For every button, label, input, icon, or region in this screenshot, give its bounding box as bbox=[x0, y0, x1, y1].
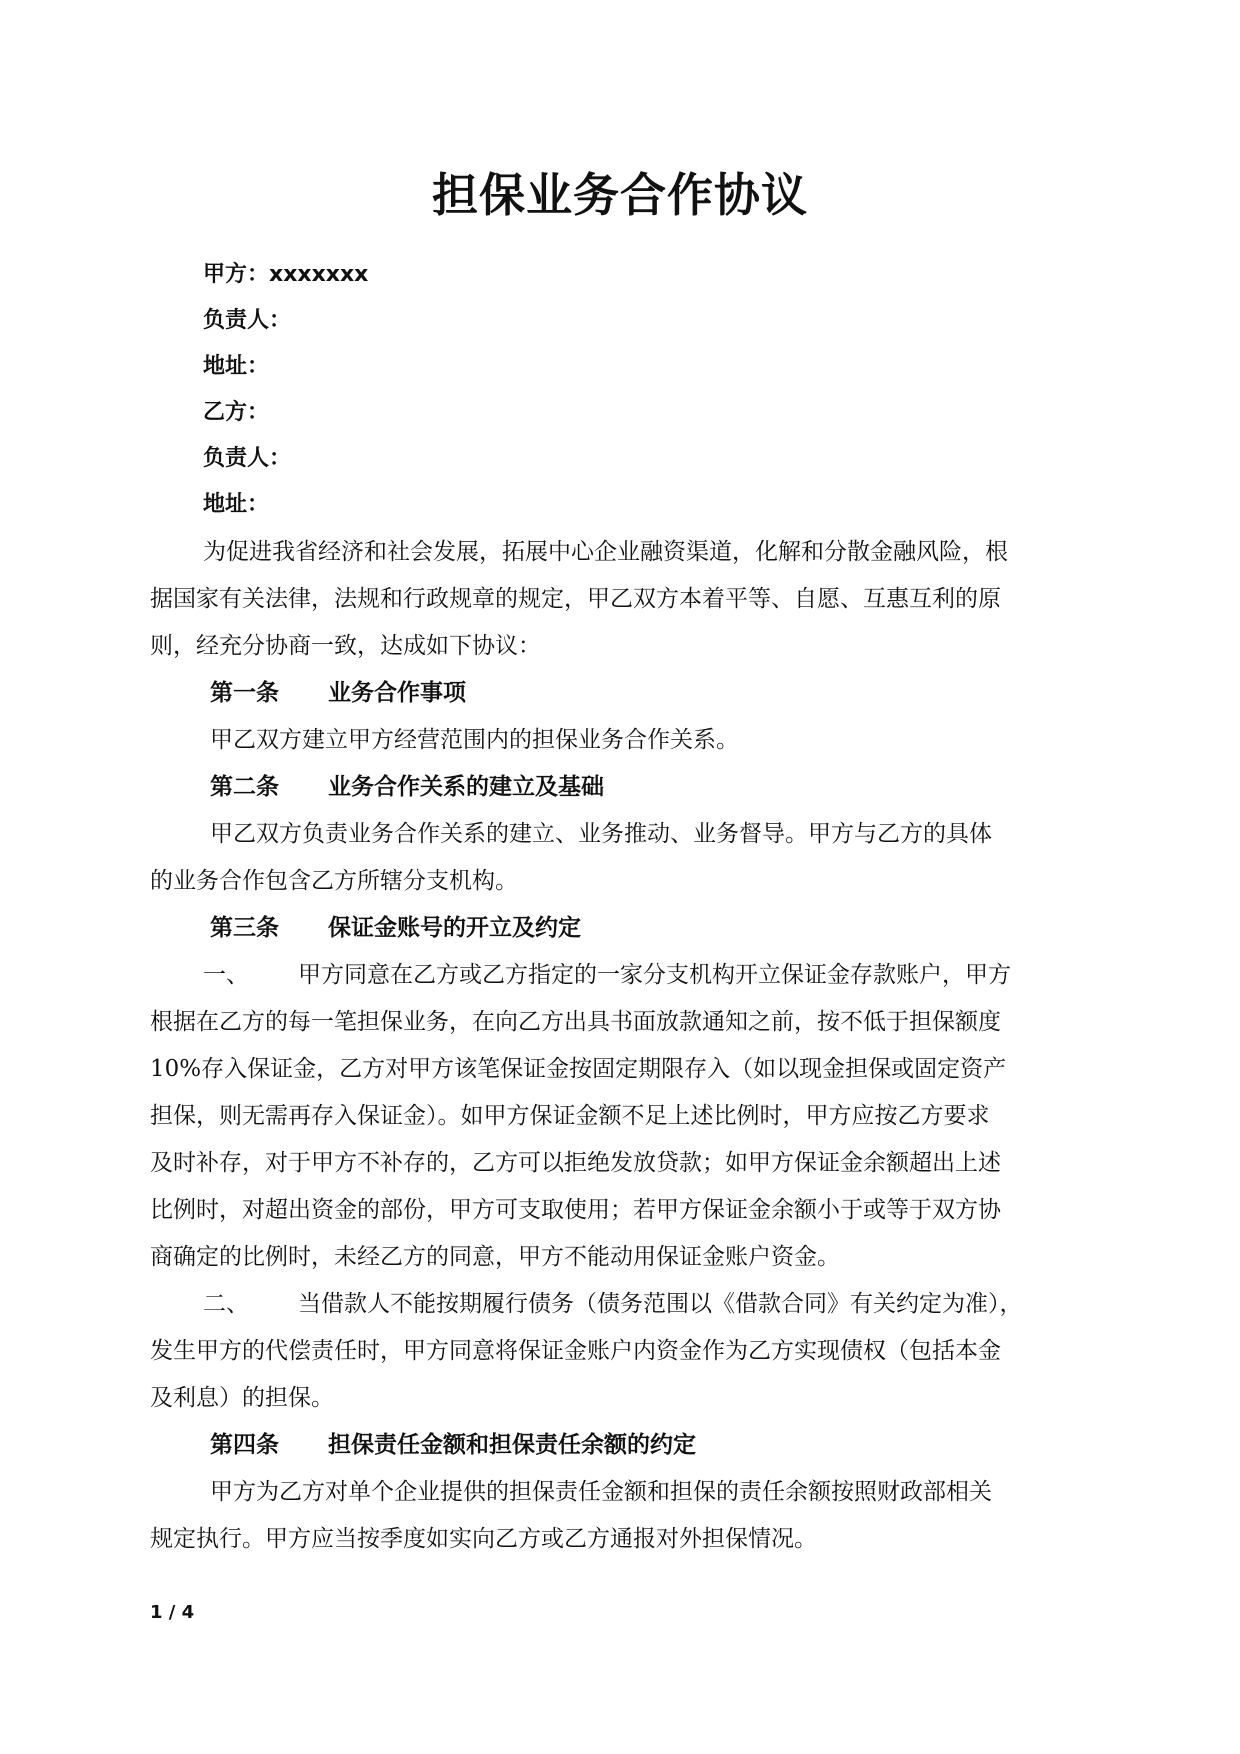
article-3-item-2-number: 二、 bbox=[203, 1291, 249, 1317]
article-3-item-2-line: 发生甲方的代偿责任时，甲方同意将保证金账户内资金作为乙方实现债权（包括本金 bbox=[150, 1338, 1001, 1364]
article-2-heading bbox=[150, 764, 1090, 811]
article-3-title: 保证金账号的开立及约定 bbox=[328, 915, 581, 941]
document-body bbox=[150, 529, 1090, 1563]
article-1-number: 第一条 bbox=[210, 680, 279, 706]
article-3-number: 第三条 bbox=[210, 915, 279, 941]
article-3-item-1-line: 根据在乙方的每一笔担保业务，在向乙方出具书面放款通知之前，按不低于担保额度 bbox=[150, 1009, 1001, 1035]
article-4-line: 规定执行。甲方应当按季度如实向乙方或乙方通报对外担保情况。 bbox=[150, 1526, 817, 1552]
article-4-number: 第四条 bbox=[210, 1432, 279, 1458]
party-b-address: 地址： bbox=[203, 492, 270, 517]
article-2-line: 甲乙双方负责业务合作关系的建立、业务推动、业务督导。甲方与乙方的具体 bbox=[210, 821, 992, 847]
document-title: 担保业务合作协议 bbox=[432, 168, 808, 222]
article-2-number: 第二条 bbox=[210, 774, 279, 800]
article-3-item-1-text: 甲方同意在乙方或乙方指定的一家分支机构开立保证金存款账户，甲方 bbox=[298, 962, 1011, 988]
party-b-name: 乙方： bbox=[203, 400, 270, 425]
article-3-item-1-line: 及时补存，对于甲方不补存的，乙方可以拒绝发放贷款；如甲方保证金余额超出上述 bbox=[150, 1150, 1001, 1176]
article-3-item-1-line: 10%存入保证金，乙方对甲方该笔保证金按固定期限存入（如以现金担保或固定资产 bbox=[150, 1056, 1007, 1082]
preamble-line: 为促进我省经济和社会发展，拓展中心企业融资渠道，化解和分散金融风险，根 bbox=[203, 539, 1008, 565]
party-a-responsible: 负责人： bbox=[203, 308, 292, 333]
article-2-line: 的业务合作包含乙方所辖分支机构。 bbox=[150, 868, 518, 894]
article-4-heading bbox=[150, 1422, 1090, 1469]
article-3-item-1-line: 担保，则无需再存入保证金）。如甲方保证金额不足上述比例时，甲方应按乙方要求 bbox=[150, 1103, 990, 1129]
preamble-line: 据国家有关法律，法规和行政规章的规定，甲乙双方本着平等、自愿、互惠互利的原 bbox=[150, 586, 1001, 612]
article-3-item-1-line: 商确定的比例时，未经乙方的同意，甲方不能动用保证金账户资金。 bbox=[150, 1244, 840, 1270]
page-number: 1 / 4 bbox=[150, 1602, 195, 1623]
party-b-responsible: 负责人： bbox=[203, 446, 292, 471]
article-4-title: 担保责任金额和担保责任余额的约定 bbox=[328, 1432, 696, 1458]
article-2-title: 业务合作关系的建立及基础 bbox=[328, 774, 604, 800]
article-3-item-1-line bbox=[150, 952, 1090, 999]
article-1-title: 业务合作事项 bbox=[328, 680, 466, 706]
party-block bbox=[203, 252, 1103, 528]
article-3-item-2-line bbox=[150, 1281, 1090, 1328]
article-3-item-1-line: 比例时，对超出资金的部份，甲方可支取使用；若甲方保证金余额小于或等于双方协 bbox=[150, 1197, 1001, 1223]
article-4-line: 甲方为乙方对单个企业提供的担保责任金额和担保的责任余额按照财政部相关 bbox=[210, 1479, 992, 1505]
preamble-line: 则，经充分协商一致，达成如下协议： bbox=[150, 633, 541, 659]
party-a-name: 甲方：xxxxxxx bbox=[203, 262, 369, 287]
article-3-item-2-text: 当借款人不能按期履行债务（债务范围以《借款合同》有关约定为准）， bbox=[298, 1291, 1023, 1317]
article-1-line: 甲乙双方建立甲方经营范围内的担保业务合作关系。 bbox=[210, 727, 739, 753]
article-1-heading bbox=[150, 670, 1090, 717]
article-3-item-2-line: 及利息）的担保。 bbox=[150, 1385, 334, 1411]
article-3-item-1-number: 一、 bbox=[203, 962, 249, 988]
article-3-heading bbox=[150, 905, 1090, 952]
party-a-address: 地址： bbox=[203, 354, 270, 379]
